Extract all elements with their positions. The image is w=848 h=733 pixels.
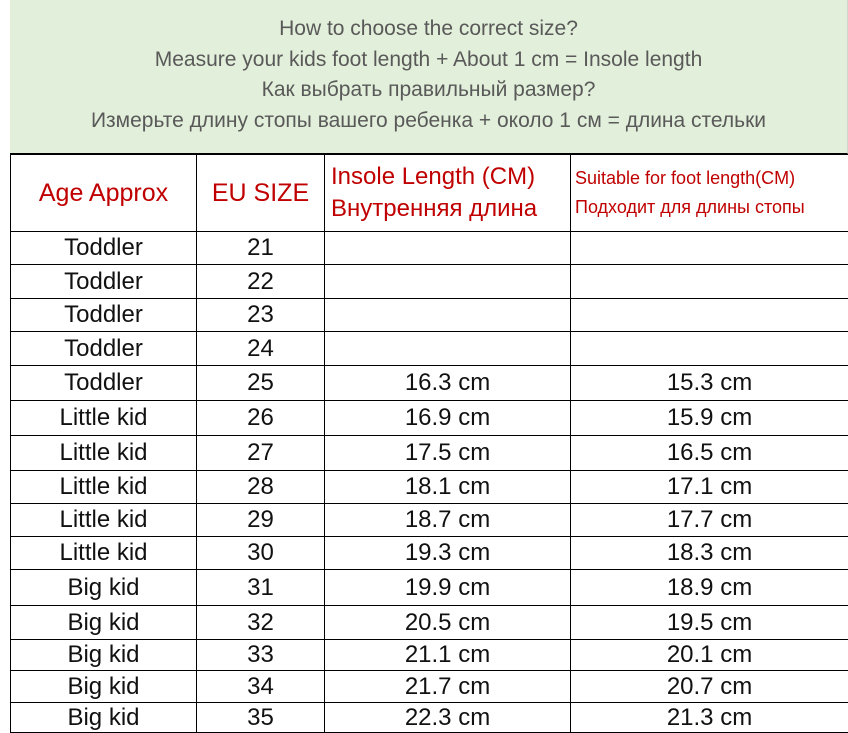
foot-length-cell: 16.5 cm — [571, 436, 848, 471]
age-cell: Little kid — [11, 401, 197, 436]
table-row — [11, 570, 848, 606]
insole-length-cell — [325, 299, 571, 332]
eu-size-cell: 23 — [197, 299, 325, 332]
instruction-line-1: How to choose the correct size? — [279, 14, 578, 45]
eu-size-cell: 21 — [197, 232, 325, 265]
size-table — [10, 154, 848, 733]
age-cell: Toddler — [11, 232, 197, 265]
insole-length-cell: 19.3 cm — [325, 537, 571, 570]
foot-length-cell: 15.9 cm — [571, 401, 848, 436]
insole-length-cell — [325, 332, 571, 366]
insole-length-cell: 17.5 cm — [325, 436, 571, 471]
foot-length-cell — [571, 265, 848, 299]
table-row — [11, 299, 848, 332]
eu-size-cell: 33 — [197, 640, 325, 671]
table-row — [11, 703, 848, 733]
age-cell: Toddler — [11, 332, 197, 366]
age-cell: Toddler — [11, 265, 197, 299]
table-row — [11, 401, 848, 436]
column-header-insole-en: Insole Length (CM) — [331, 161, 570, 193]
eu-size-cell: 29 — [197, 504, 325, 537]
foot-length-cell — [571, 232, 848, 265]
age-cell: Big kid — [11, 640, 197, 671]
column-header-foot-ru: Подходит для длины стопы — [575, 193, 848, 222]
foot-length-cell: 21.3 cm — [571, 703, 848, 733]
foot-length-cell: 20.7 cm — [571, 671, 848, 703]
eu-size-cell: 30 — [197, 537, 325, 570]
eu-size-cell: 22 — [197, 265, 325, 299]
instruction-line-3: Как выбрать правильный размер? — [262, 75, 596, 106]
eu-size-cell: 35 — [197, 703, 325, 733]
age-cell: Little kid — [11, 537, 197, 570]
eu-size-cell: 34 — [197, 671, 325, 703]
age-cell: Little kid — [11, 436, 197, 471]
column-header-insole-length — [325, 155, 571, 232]
table-row — [11, 471, 848, 504]
age-cell: Big kid — [11, 671, 197, 703]
table-row — [11, 537, 848, 570]
eu-size-cell: 24 — [197, 332, 325, 366]
foot-length-cell — [571, 299, 848, 332]
foot-length-cell: 17.7 cm — [571, 504, 848, 537]
age-cell: Big kid — [11, 606, 197, 640]
table-row — [11, 606, 848, 640]
instruction-line-2: Measure your kids foot length + About 1 cm = Insole length — [155, 45, 703, 76]
size-table-header-row — [11, 155, 848, 232]
foot-length-cell: 15.3 cm — [571, 366, 848, 401]
insole-length-cell — [325, 265, 571, 299]
eu-size-cell: 31 — [197, 570, 325, 606]
insole-length-cell: 22.3 cm — [325, 703, 571, 733]
column-header-eu-size: EU SIZE — [197, 155, 325, 232]
table-row — [11, 332, 848, 366]
table-row — [11, 232, 848, 265]
foot-length-cell: 17.1 cm — [571, 471, 848, 504]
instructions-banner — [10, 0, 848, 154]
age-cell: Big kid — [11, 570, 197, 606]
age-cell: Big kid — [11, 703, 197, 733]
table-row — [11, 366, 848, 401]
age-cell: Toddler — [11, 366, 197, 401]
insole-length-cell: 18.7 cm — [325, 504, 571, 537]
table-row — [11, 436, 848, 471]
column-header-foot-en: Suitable for foot length(CM) — [575, 164, 848, 193]
insole-length-cell — [325, 232, 571, 265]
eu-size-cell: 27 — [197, 436, 325, 471]
insole-length-cell: 21.7 cm — [325, 671, 571, 703]
instruction-line-4: Измерьте длину стопы вашего ребенка + около 1 см = длина стельки — [91, 106, 766, 137]
sheet-gutter — [0, 0, 10, 724]
column-header-insole-ru: Внутренняя длина — [331, 193, 570, 225]
age-cell: Little kid — [11, 471, 197, 504]
eu-size-cell: 25 — [197, 366, 325, 401]
eu-size-cell: 32 — [197, 606, 325, 640]
foot-length-cell: 18.3 cm — [571, 537, 848, 570]
insole-length-cell: 20.5 cm — [325, 606, 571, 640]
age-cell: Little kid — [11, 504, 197, 537]
foot-length-cell: 19.5 cm — [571, 606, 848, 640]
insole-length-cell: 21.1 cm — [325, 640, 571, 671]
foot-length-cell: 20.1 cm — [571, 640, 848, 671]
column-header-foot-length — [571, 155, 848, 232]
eu-size-cell: 26 — [197, 401, 325, 436]
table-row — [11, 671, 848, 703]
eu-size-cell: 28 — [197, 471, 325, 504]
table-row — [11, 640, 848, 671]
insole-length-cell: 16.9 cm — [325, 401, 571, 436]
table-row — [11, 504, 848, 537]
insole-length-cell: 19.9 cm — [325, 570, 571, 606]
foot-length-cell: 18.9 cm — [571, 570, 848, 606]
column-header-age: Age Approx — [11, 155, 197, 232]
insole-length-cell: 18.1 cm — [325, 471, 571, 504]
size-table-body — [11, 232, 848, 733]
age-cell: Toddler — [11, 299, 197, 332]
foot-length-cell — [571, 332, 848, 366]
table-row — [11, 265, 848, 299]
insole-length-cell: 16.3 cm — [325, 366, 571, 401]
